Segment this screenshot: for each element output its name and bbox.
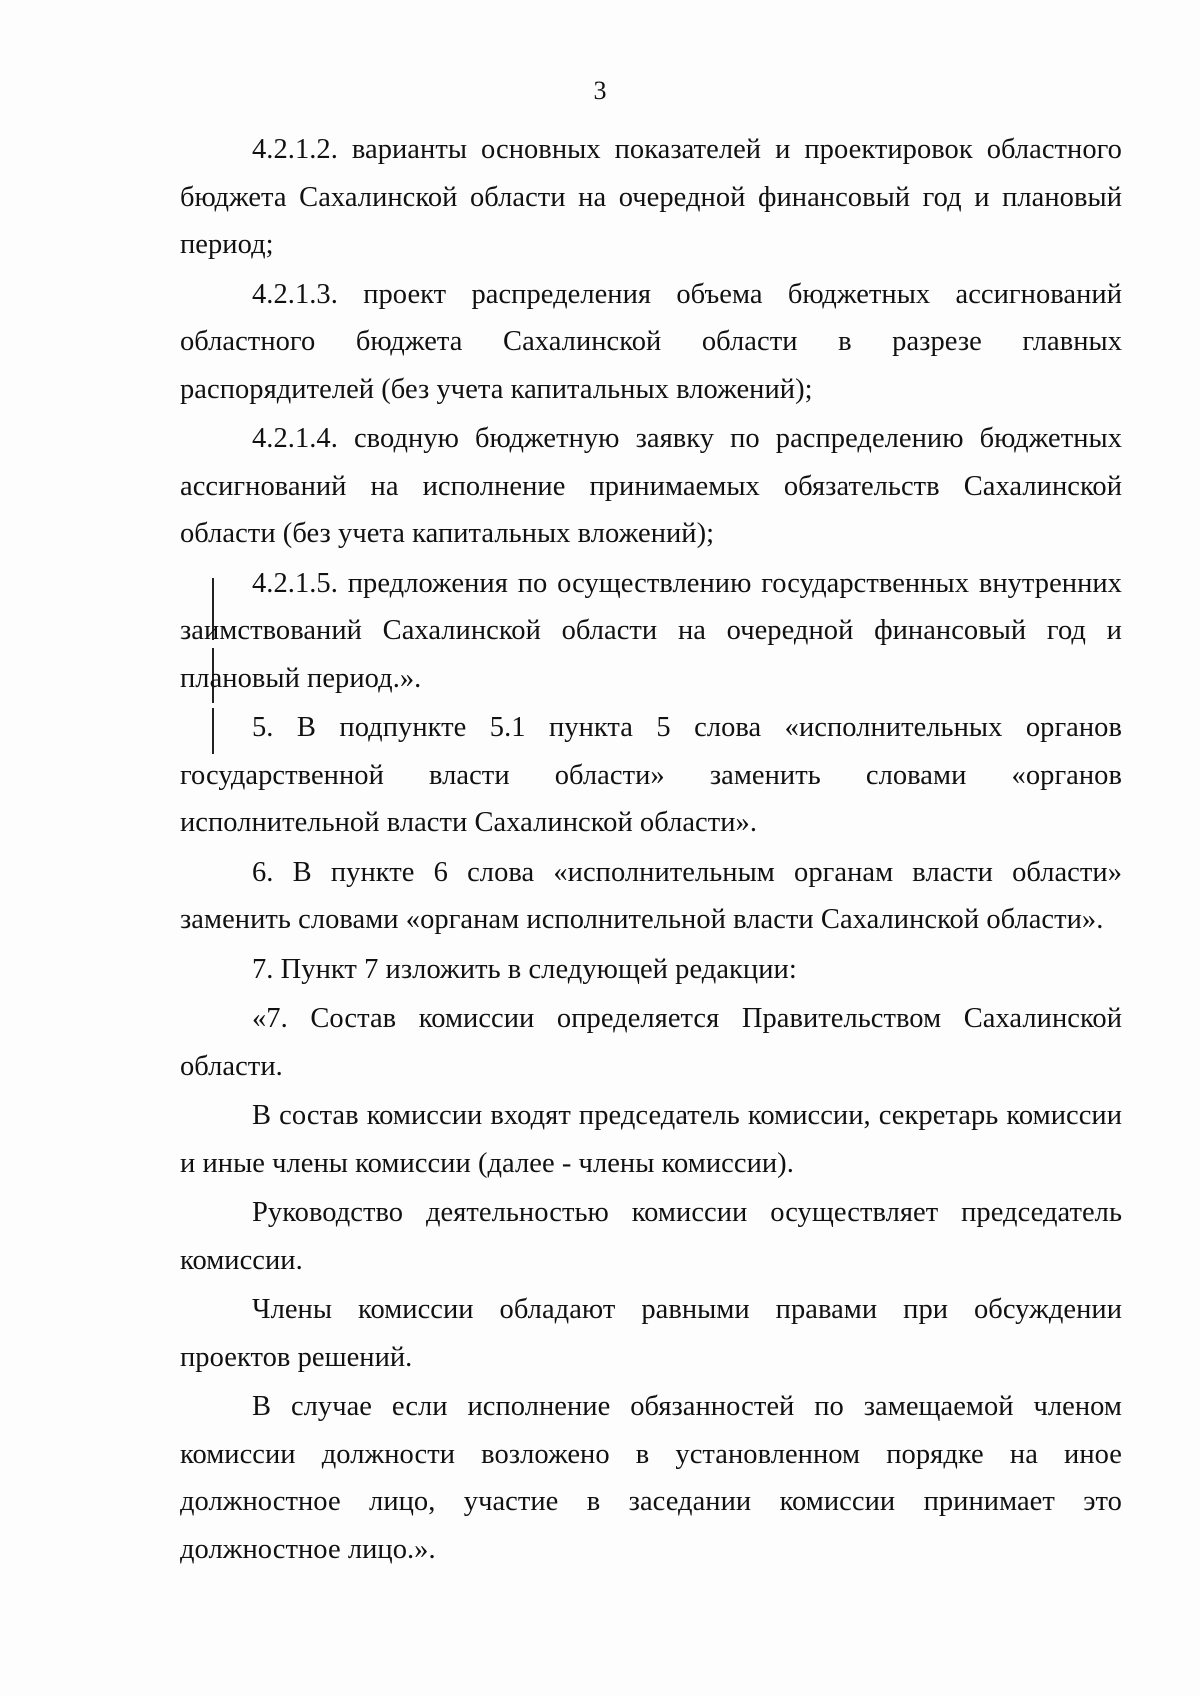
page-number: 3 bbox=[593, 76, 607, 105]
paragraph-4-2-1-3: 4.2.1.3. проект распределения объема бюджетных ассигнований областного бюджета Сахалинской области в разрезе главных распорядителей (без учета капитальных вложений); bbox=[180, 278, 1122, 405]
paragraph-commission-composition: В состав комиссии входят председатель комиссии, секретарь комиссии и иные члены комиссии (далее - члены комиссии). bbox=[180, 1100, 1122, 1179]
paragraph-4-2-1-5: 4.2.1.5. предложения по осуществлению государственных внутренних заимствований Сахалинской области на очередной финансовый год и плановый период.». bbox=[180, 567, 1122, 694]
paragraph-new-item-7: «7. Состав комиссии определяется Правительством Сахалинской области. bbox=[180, 1003, 1122, 1082]
paragraph-item-7: 7. Пункт 7 изложить в следующей редакции: bbox=[252, 953, 797, 985]
paragraph-substitute-official: В случае если исполнение обязанностей по замещаемой членом комиссии должности возложено в установленном порядке на иное должностное лицо, участие в заседании комиссии принимает это должностное лицо.». bbox=[180, 1391, 1122, 1565]
paragraph-4-2-1-4: 4.2.1.4. сводную бюджетную заявку по распределению бюджетных ассигнований на исполнение принимаемых обязательств Сахалинской области (без учета капитальных вложений); bbox=[180, 423, 1122, 549]
document-body bbox=[180, 126, 1122, 1575]
paragraph-item-5: 5. В подпункте 5.1 пункта 5 слова «исполнительных органов государственной власти области» заменить словами «органов исполнительной власти Сахалинской области». bbox=[180, 712, 1122, 838]
paragraph-item-6: 6. В пункте 6 слова «исполнительным органам власти области» заменить словами «органам исполнительной власти Сахалинской области». bbox=[180, 856, 1122, 935]
paragraph-commission-leadership: Руководство деятельностью комиссии осуществляет председатель комиссии. bbox=[180, 1197, 1122, 1276]
paragraph-member-rights: Члены комиссии обладают равными правами при обсуждении проектов решений. bbox=[180, 1294, 1122, 1373]
paragraph-4-2-1-2: 4.2.1.2. варианты основных показателей и проектировок областного бюджета Сахалинской области на очередной финансовый год и плановый период; bbox=[180, 134, 1122, 260]
